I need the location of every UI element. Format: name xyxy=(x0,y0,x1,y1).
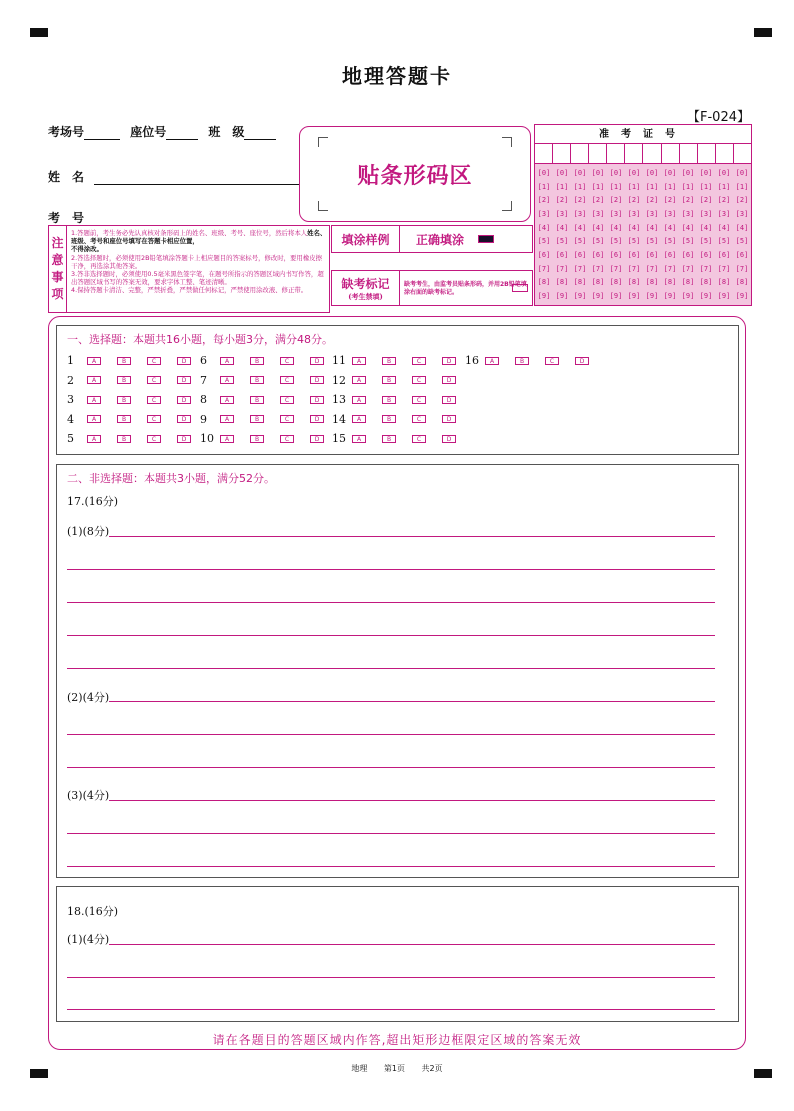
choice-question-number: 6 xyxy=(200,354,207,367)
choice-option-bubble[interactable]: B xyxy=(250,376,264,384)
admission-digit-bubble[interactable]: [6] xyxy=(591,250,605,259)
page-footer xyxy=(0,1063,794,1074)
admission-digit-bubble[interactable]: [1] xyxy=(537,182,551,191)
choice-question xyxy=(200,354,340,367)
admission-digit-bubble[interactable]: [9] xyxy=(537,292,551,301)
choice-option-bubble[interactable]: D xyxy=(442,357,456,365)
choice-option-bubble[interactable]: B xyxy=(117,435,131,443)
absent-mark-text: 缺考考生，由监考员贴条形码，并用2B铅笔填涂右面的缺考标记。 xyxy=(404,281,527,296)
admission-digit-bubble[interactable]: [4] xyxy=(609,223,623,232)
admission-digit-column xyxy=(589,164,607,305)
choice-option-bubble[interactable]: C xyxy=(412,435,426,443)
choice-option-bubble[interactable]: D xyxy=(177,415,191,423)
choice-question xyxy=(200,432,340,445)
choice-question-number: 5 xyxy=(67,432,74,445)
admission-digit-bubble[interactable]: [4] xyxy=(645,223,659,232)
admission-digit-bubble[interactable]: [3] xyxy=(699,209,713,218)
admission-digit-bubble[interactable]: [8] xyxy=(663,278,677,287)
choice-option-bubble[interactable]: C xyxy=(147,396,161,404)
paper-code: 【F-024】 xyxy=(687,110,750,125)
admission-digit-write-cell[interactable] xyxy=(553,144,571,163)
answer-line[interactable] xyxy=(67,767,715,768)
admission-digit-write-cell[interactable] xyxy=(734,144,751,163)
admission-digit-bubble[interactable]: [2] xyxy=(681,196,695,205)
admission-digit-bubble[interactable]: [2] xyxy=(627,196,641,205)
exam-room-field[interactable]: 考场号 座位号 班 级 xyxy=(48,123,276,140)
choice-option-bubble[interactable]: D xyxy=(310,415,324,423)
question-18-section xyxy=(56,886,739,1022)
answer-line[interactable] xyxy=(109,800,715,801)
choice-option-bubble[interactable]: A xyxy=(352,357,366,365)
admission-digit-bubble[interactable]: [6] xyxy=(717,250,731,259)
admission-digit-column xyxy=(679,164,697,305)
choice-option-bubble[interactable]: C xyxy=(412,376,426,384)
choice-question xyxy=(200,413,340,426)
choice-option-bubble[interactable]: B xyxy=(117,357,131,365)
admission-digit-bubble[interactable]: [8] xyxy=(591,278,605,287)
choice-option-bubble[interactable]: C xyxy=(280,357,294,365)
admission-digit-bubble[interactable]: [9] xyxy=(663,292,677,301)
admission-digit-bubble[interactable]: [2] xyxy=(699,196,713,205)
answer-line[interactable] xyxy=(67,668,715,669)
admission-digit-bubble[interactable]: [2] xyxy=(555,196,569,205)
admission-digit-bubble[interactable]: [4] xyxy=(663,223,677,232)
admission-digit-bubble[interactable]: [0] xyxy=(681,168,695,177)
absent-mark-box xyxy=(331,270,533,306)
admission-digit-bubble[interactable]: [0] xyxy=(735,168,749,177)
choice-option-bubble[interactable]: C xyxy=(412,396,426,404)
choice-option-bubble[interactable]: D xyxy=(310,357,324,365)
choice-question-number: 12 xyxy=(332,373,346,387)
question-18-1-label: (1)(4分) xyxy=(67,933,110,946)
admission-digit-bubble[interactable]: [6] xyxy=(555,250,569,259)
choice-question xyxy=(200,393,340,406)
choice-option-bubble[interactable]: B xyxy=(117,415,131,423)
admission-digit-bubble[interactable]: [1] xyxy=(627,182,641,191)
choice-option-bubble[interactable]: B xyxy=(117,376,131,384)
choice-question-number: 13 xyxy=(332,393,346,406)
choice-option-bubble[interactable]: D xyxy=(177,357,191,365)
question-17-label: 17.(16分) xyxy=(67,495,119,508)
admission-digit-write-cell[interactable] xyxy=(662,144,680,163)
admission-digit-bubble[interactable]: [9] xyxy=(699,292,713,301)
choice-option-bubble[interactable]: C xyxy=(147,435,161,443)
admission-digit-bubble[interactable]: [1] xyxy=(699,182,713,191)
admission-digit-bubble[interactable]: [6] xyxy=(699,250,713,259)
admission-digit-bubble[interactable]: [3] xyxy=(627,209,641,218)
choice-option-bubble[interactable]: C xyxy=(280,376,294,384)
admission-digit-bubble[interactable]: [0] xyxy=(609,168,623,177)
answer-line[interactable] xyxy=(67,833,715,834)
choice-option-bubble[interactable]: D xyxy=(310,396,324,404)
choice-question-number: 11 xyxy=(332,354,346,367)
choice-option-bubble[interactable]: D xyxy=(442,376,456,384)
admission-digit-bubble[interactable]: [6] xyxy=(681,250,695,259)
admission-digit-bubble[interactable]: [8] xyxy=(699,278,713,287)
choice-option-bubble[interactable]: B xyxy=(250,357,264,365)
admission-digit-bubble[interactable]: [7] xyxy=(717,264,731,273)
admission-digit-bubble[interactable]: [8] xyxy=(681,278,695,287)
choice-question-number: 15 xyxy=(332,432,346,445)
admission-digit-bubble[interactable]: [5] xyxy=(555,237,569,246)
choice-question xyxy=(67,393,207,406)
fill-sample-label: 填涂样例 xyxy=(332,226,400,252)
choice-option-bubble[interactable]: B xyxy=(515,357,529,365)
admission-digit-bubble[interactable]: [8] xyxy=(537,278,551,287)
admission-digit-bubble[interactable]: [6] xyxy=(663,250,677,259)
choice-option-bubble[interactable]: A xyxy=(87,435,101,443)
admission-digit-bubble[interactable]: [0] xyxy=(555,168,569,177)
admission-digit-bubble[interactable]: [9] xyxy=(735,292,749,301)
choice-question-number: 10 xyxy=(200,432,214,445)
choice-option-bubble[interactable]: B xyxy=(382,357,396,365)
admission-digit-column xyxy=(733,164,751,305)
admission-digit-bubble[interactable]: [4] xyxy=(681,223,695,232)
non-choice-section-title: 二、非选择题：本题共3小题，满分52分。 xyxy=(67,472,275,485)
choice-question xyxy=(332,413,472,426)
admission-digit-bubble[interactable]: [0] xyxy=(663,168,677,177)
admission-digit-column xyxy=(697,164,715,305)
admission-digit-bubble[interactable]: [8] xyxy=(609,278,623,287)
choice-option-bubble[interactable]: D xyxy=(310,376,324,384)
admission-digit-bubble[interactable]: [6] xyxy=(645,250,659,259)
admission-digit-bubble[interactable]: [5] xyxy=(645,237,659,246)
admission-digit-bubble[interactable]: [7] xyxy=(573,264,587,273)
question-17-2-label: (2)(4分) xyxy=(67,691,110,704)
admission-digit-bubble[interactable]: [4] xyxy=(627,223,641,232)
choice-question-number: 7 xyxy=(200,373,207,387)
admission-digit-bubble[interactable]: [6] xyxy=(735,250,749,259)
choice-option-bubble[interactable]: A xyxy=(220,376,234,384)
choice-question-number: 14 xyxy=(332,412,346,426)
choice-option-bubble[interactable]: D xyxy=(442,396,456,404)
admission-digit-bubble[interactable]: [8] xyxy=(645,278,659,287)
choice-option-bubble[interactable]: A xyxy=(87,415,101,423)
admission-digit-bubble[interactable]: [9] xyxy=(627,292,641,301)
admission-digit-bubble[interactable]: [8] xyxy=(555,278,569,287)
choice-option-bubble[interactable]: A xyxy=(220,415,234,423)
footer-total: 共2页 xyxy=(421,1064,443,1073)
admission-digit-bubble[interactable]: [0] xyxy=(573,168,587,177)
admission-digit-column xyxy=(715,164,733,305)
answer-line[interactable] xyxy=(67,569,715,570)
admission-digit-bubble[interactable]: [1] xyxy=(555,182,569,191)
notice-items: 1.答题前，考生务必先认真核对条形码上的姓名、班级、考号、座位号，然后将本人姓名、班级、考号和座位号填写在答题卡相应位置， 不得涂改。 2.答选择题时，必须使用2B铅笔填涂答题卡上相应题目的答案标号，修改时，要用橡皮擦干净，再选涂其他答案。 3.答非选择题时，必须使用0.5毫米黑色签字笔，在题号所指示的答题区域内书写作答，超出答题区域书写的答案无效，要求字体工整、笔迹清晰。 4.保持答题卡清洁、完整，严禁折叠，严禁做任何标记，严禁使用涂改液、修正带。 xyxy=(71,229,327,295)
admission-number-write-row[interactable] xyxy=(535,144,751,164)
question-18-label: 18.(16分) xyxy=(67,905,119,918)
admission-digit-bubble[interactable]: [6] xyxy=(573,250,587,259)
admission-digit-bubble[interactable]: [3] xyxy=(735,209,749,218)
admission-digit-bubble[interactable]: [5] xyxy=(681,237,695,246)
admission-digit-bubble[interactable]: [7] xyxy=(663,264,677,273)
barcode-area xyxy=(299,126,531,222)
admission-digit-bubble[interactable]: [5] xyxy=(573,237,587,246)
notice-heading: 注 意 事 项 xyxy=(49,226,67,312)
admission-digit-bubble[interactable]: [1] xyxy=(663,182,677,191)
choice-question xyxy=(332,432,472,445)
choice-option-bubble[interactable]: D xyxy=(442,415,456,423)
choice-option-bubble[interactable]: B xyxy=(250,396,264,404)
choice-option-bubble[interactable]: A xyxy=(352,396,366,404)
admission-digit-bubble[interactable]: [3] xyxy=(609,209,623,218)
admission-digit-bubble[interactable]: [4] xyxy=(699,223,713,232)
admission-digit-bubble[interactable]: [3] xyxy=(573,209,587,218)
admission-digit-write-cell[interactable] xyxy=(607,144,625,163)
admission-digit-bubble[interactable]: [2] xyxy=(663,196,677,205)
admission-digit-bubble[interactable]: [0] xyxy=(591,168,605,177)
choice-question xyxy=(465,354,605,367)
choice-section-title: 一、选择题：本题共16小题，每小题3分，满分48分。 xyxy=(67,333,333,346)
admission-digit-bubble[interactable]: [6] xyxy=(537,250,551,259)
fill-sample xyxy=(331,225,533,253)
choice-option-bubble[interactable]: C xyxy=(412,357,426,365)
admission-digit-bubble[interactable]: [5] xyxy=(735,237,749,246)
admission-digit-bubble[interactable]: [1] xyxy=(591,182,605,191)
choice-option-bubble[interactable]: A xyxy=(87,396,101,404)
admission-digit-bubble[interactable]: [3] xyxy=(681,209,695,218)
choice-option-bubble[interactable]: D xyxy=(177,435,191,443)
exam-number-field[interactable]: 考 号 xyxy=(48,209,300,226)
admission-digit-bubble[interactable]: [5] xyxy=(627,237,641,246)
admission-digit-bubble[interactable]: [4] xyxy=(537,223,551,232)
admission-digit-bubble[interactable]: [7] xyxy=(681,264,695,273)
admission-digit-bubble[interactable]: [3] xyxy=(537,209,551,218)
choice-option-bubble[interactable]: D xyxy=(442,435,456,443)
choice-question xyxy=(67,354,207,367)
choice-option-bubble[interactable]: B xyxy=(382,415,396,423)
choice-option-bubble[interactable]: A xyxy=(87,357,101,365)
admission-digit-bubble[interactable]: [2] xyxy=(717,196,731,205)
admission-digit-write-cell[interactable] xyxy=(716,144,734,163)
admission-digit-bubble[interactable]: [8] xyxy=(573,278,587,287)
admission-digit-bubble[interactable]: [9] xyxy=(645,292,659,301)
absent-mark-label: 缺考标记 xyxy=(341,276,390,291)
absent-mark-bubble[interactable] xyxy=(512,284,528,292)
choice-option-bubble[interactable]: B xyxy=(117,396,131,404)
choice-option-bubble[interactable]: C xyxy=(280,435,294,443)
choice-option-bubble[interactable]: B xyxy=(382,435,396,443)
admission-digit-bubble[interactable]: [3] xyxy=(645,209,659,218)
answer-line[interactable] xyxy=(67,602,715,603)
choice-question xyxy=(67,413,207,426)
admission-digit-write-cell[interactable] xyxy=(680,144,698,163)
admission-digit-bubble[interactable]: [0] xyxy=(627,168,641,177)
choice-option-bubble[interactable]: A xyxy=(352,435,366,443)
choice-option-bubble[interactable]: C xyxy=(147,376,161,384)
filled-bubble-example xyxy=(478,235,494,243)
admission-digit-bubble[interactable]: [6] xyxy=(627,250,641,259)
admission-digit-bubble[interactable]: [0] xyxy=(699,168,713,177)
answer-line[interactable] xyxy=(109,536,715,537)
choice-option-bubble[interactable]: C xyxy=(545,357,559,365)
absent-mark-sub: (考生禁填) xyxy=(348,291,383,301)
admission-digit-column xyxy=(535,164,553,305)
admission-digit-bubble[interactable]: [9] xyxy=(681,292,695,301)
admission-digit-bubble[interactable]: [4] xyxy=(555,223,569,232)
admission-digit-bubble[interactable]: [7] xyxy=(699,264,713,273)
admission-digit-bubble[interactable]: [1] xyxy=(717,182,731,191)
choice-option-bubble[interactable]: A xyxy=(220,396,234,404)
admission-digit-column xyxy=(553,164,571,305)
admission-digit-bubble[interactable]: [2] xyxy=(573,196,587,205)
admission-digit-write-cell[interactable] xyxy=(589,144,607,163)
name-field[interactable]: 姓 名 xyxy=(48,168,300,185)
choice-option-bubble[interactable]: A xyxy=(485,357,499,365)
admission-digit-bubble[interactable]: [8] xyxy=(735,278,749,287)
admission-digit-write-cell[interactable] xyxy=(698,144,716,163)
bottom-warning: 请在各题目的答题区域内作答,超出矩形边框限定区域的答案无效 xyxy=(212,1033,582,1047)
choice-question-number: 4 xyxy=(67,412,74,426)
admission-digit-bubble[interactable]: [1] xyxy=(573,182,587,191)
choice-option-bubble[interactable]: D xyxy=(177,396,191,404)
correct-fill-label: 正确填涂 xyxy=(416,232,465,247)
admission-digit-bubble[interactable]: [7] xyxy=(735,264,749,273)
admission-digit-bubble[interactable]: [5] xyxy=(591,237,605,246)
answer-line[interactable] xyxy=(109,944,715,945)
admission-digit-bubble[interactable]: [4] xyxy=(717,223,731,232)
question-17-3-label: (3)(4分) xyxy=(67,789,110,802)
admission-number-table xyxy=(534,124,752,306)
choice-option-bubble[interactable]: B xyxy=(382,396,396,404)
choice-option-bubble[interactable]: A xyxy=(87,376,101,384)
admission-digit-bubble[interactable]: [7] xyxy=(555,264,569,273)
choice-question xyxy=(67,374,207,387)
choice-option-bubble[interactable]: B xyxy=(250,435,264,443)
choice-question xyxy=(67,432,207,445)
choice-option-bubble[interactable]: C xyxy=(280,415,294,423)
admission-digit-write-cell[interactable] xyxy=(535,144,553,163)
choice-section xyxy=(56,325,739,455)
choice-question-number: 1 xyxy=(67,354,74,367)
answer-line[interactable] xyxy=(67,734,715,735)
admission-digit-bubble[interactable]: [9] xyxy=(591,292,605,301)
admission-digit-column xyxy=(661,164,679,305)
admission-digit-bubble[interactable]: [2] xyxy=(645,196,659,205)
answer-line[interactable] xyxy=(67,1009,715,1010)
answer-line[interactable] xyxy=(67,866,715,867)
admission-digit-bubble[interactable]: [8] xyxy=(717,278,731,287)
barcode-area-label: 贴条形码区 xyxy=(357,163,473,189)
admission-digit-bubble[interactable]: [1] xyxy=(735,182,749,191)
admission-digit-write-cell[interactable] xyxy=(625,144,643,163)
choice-question-number: 3 xyxy=(67,393,74,406)
choice-option-bubble[interactable]: B xyxy=(382,376,396,384)
admission-digit-bubble[interactable]: [9] xyxy=(555,292,569,301)
admission-digit-bubble[interactable]: [5] xyxy=(609,237,623,246)
non-choice-section xyxy=(56,464,739,878)
admission-digit-bubble[interactable]: [6] xyxy=(609,250,623,259)
admission-digit-bubble[interactable]: [3] xyxy=(717,209,731,218)
question-17-1-label: (1)(8分) xyxy=(67,525,110,538)
choice-option-bubble[interactable]: C xyxy=(147,415,161,423)
admission-digit-bubble[interactable]: [5] xyxy=(663,237,677,246)
admission-digit-write-cell[interactable] xyxy=(571,144,589,163)
admission-digit-bubble[interactable]: [5] xyxy=(717,237,731,246)
admission-digit-bubble[interactable]: [3] xyxy=(663,209,677,218)
choice-option-bubble[interactable]: C xyxy=(280,396,294,404)
admission-digit-bubble[interactable]: [3] xyxy=(555,209,569,218)
admission-digit-bubble[interactable]: [0] xyxy=(717,168,731,177)
admission-digit-bubble[interactable]: [7] xyxy=(609,264,623,273)
admission-digit-bubble[interactable]: [7] xyxy=(591,264,605,273)
admission-digit-bubble[interactable]: [0] xyxy=(645,168,659,177)
registration-mark-top-left xyxy=(30,28,48,37)
admission-digit-column xyxy=(571,164,589,305)
choice-question xyxy=(332,393,472,406)
admission-digit-bubble[interactable]: [4] xyxy=(591,223,605,232)
admission-digit-bubble[interactable]: [2] xyxy=(591,196,605,205)
admission-digit-bubble[interactable]: [5] xyxy=(537,237,551,246)
choice-option-bubble[interactable]: B xyxy=(250,415,264,423)
admission-number-bubble-grid[interactable] xyxy=(535,164,751,305)
choice-option-bubble[interactable]: A xyxy=(220,435,234,443)
choice-option-bubble[interactable]: D xyxy=(575,357,589,365)
admission-digit-bubble[interactable]: [9] xyxy=(609,292,623,301)
choice-option-bubble[interactable]: C xyxy=(147,357,161,365)
admission-digit-bubble[interactable]: [3] xyxy=(591,209,605,218)
admission-digit-column xyxy=(625,164,643,305)
choice-question-number: 8 xyxy=(200,393,207,406)
choice-question-number: 2 xyxy=(67,373,74,387)
admission-digit-bubble[interactable]: [1] xyxy=(681,182,695,191)
admission-digit-write-cell[interactable] xyxy=(643,144,661,163)
admission-digit-bubble[interactable]: [7] xyxy=(645,264,659,273)
admission-digit-bubble[interactable]: [2] xyxy=(735,196,749,205)
admission-digit-bubble[interactable]: [0] xyxy=(537,168,551,177)
footer-page: 第1页 xyxy=(383,1064,405,1073)
footer-subject: 地理 xyxy=(351,1064,368,1073)
admission-digit-bubble[interactable]: [1] xyxy=(645,182,659,191)
choice-option-bubble[interactable]: A xyxy=(352,376,366,384)
registration-mark-top-right xyxy=(754,28,772,37)
choice-question xyxy=(332,374,472,387)
admission-digit-bubble[interactable]: [7] xyxy=(537,264,551,273)
admission-digit-bubble[interactable]: [4] xyxy=(735,223,749,232)
admission-number-heading: 准考证号 xyxy=(535,125,751,144)
admission-digit-column xyxy=(643,164,661,305)
choice-option-bubble[interactable]: D xyxy=(310,435,324,443)
admission-digit-bubble[interactable]: [9] xyxy=(717,292,731,301)
choice-option-bubble[interactable]: A xyxy=(220,357,234,365)
page-title: 地理答题卡 xyxy=(342,64,452,88)
admission-digit-bubble[interactable]: [9] xyxy=(573,292,587,301)
choice-option-bubble[interactable]: D xyxy=(177,376,191,384)
choice-question xyxy=(332,354,472,367)
admission-digit-bubble[interactable]: [5] xyxy=(699,237,713,246)
answer-line[interactable] xyxy=(109,701,715,702)
choice-question-number: 16 xyxy=(465,354,479,367)
choice-option-bubble[interactable]: A xyxy=(352,415,366,423)
admission-digit-column xyxy=(607,164,625,305)
choice-question-number: 9 xyxy=(200,412,207,426)
choice-option-bubble[interactable]: C xyxy=(412,415,426,423)
admission-digit-bubble[interactable]: [7] xyxy=(627,264,641,273)
admission-digit-bubble[interactable]: [4] xyxy=(573,223,587,232)
notice-box xyxy=(48,225,330,313)
answer-line[interactable] xyxy=(67,977,715,978)
admission-digit-bubble[interactable]: [8] xyxy=(627,278,641,287)
admission-digit-bubble[interactable]: [1] xyxy=(609,182,623,191)
choice-question xyxy=(200,374,340,387)
admission-digit-bubble[interactable]: [2] xyxy=(537,196,551,205)
answer-line[interactable] xyxy=(67,635,715,636)
admission-digit-bubble[interactable]: [2] xyxy=(609,196,623,205)
